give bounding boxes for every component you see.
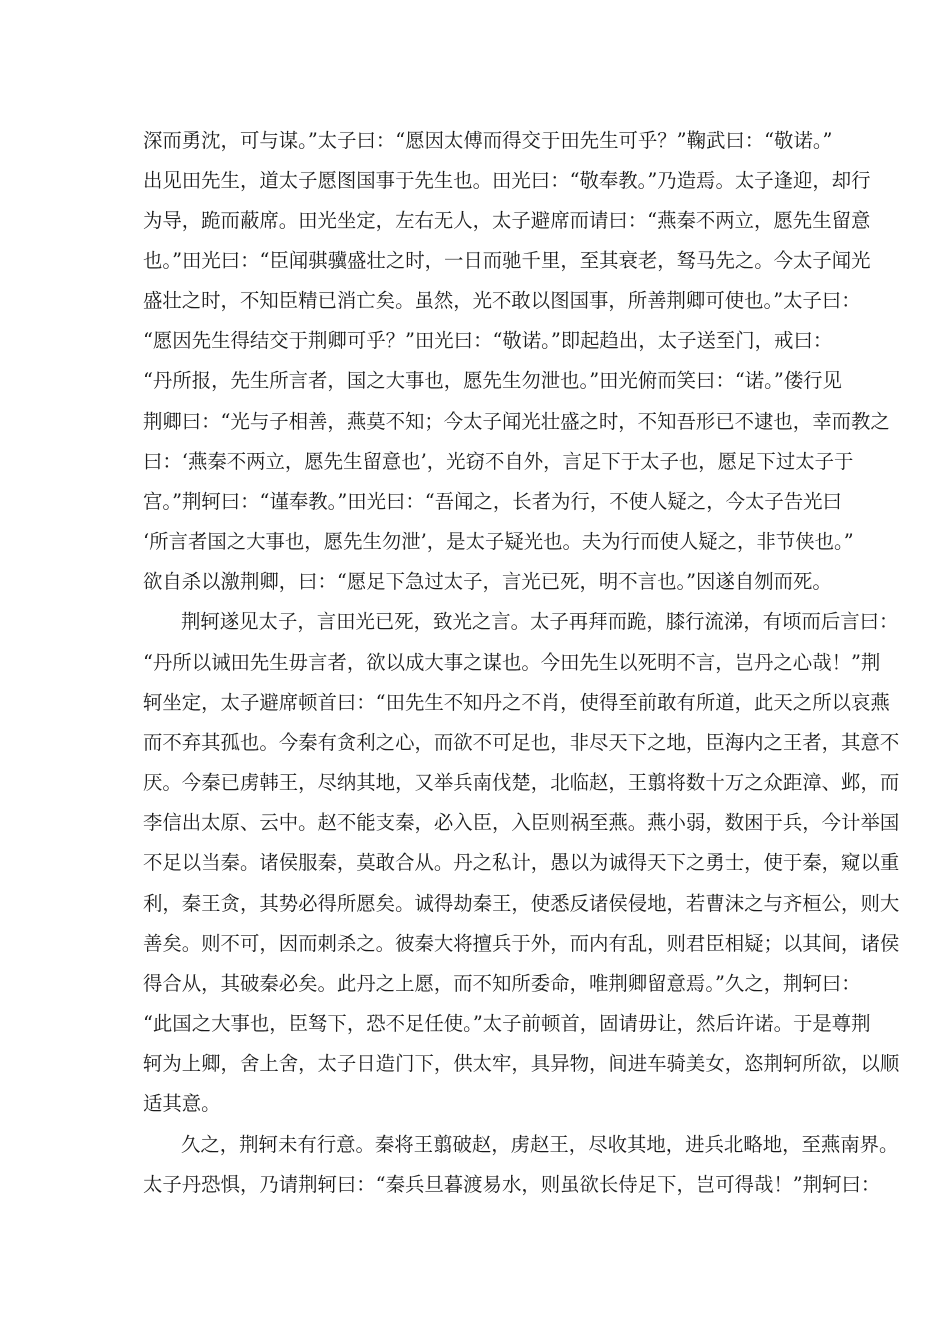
text-line: “丹所以诫田先生毋言者，欲以成大事之谋也。今田先生以死明不言，岂丹之心哉！”荆 <box>143 651 881 674</box>
text-line: 不足以当秦。诸侯服秦，莫敢合从。丹之私计，愚以为诚得天下之勇士，使于秦，窥以重 <box>143 851 900 874</box>
text-line: 太子丹恐惧，乃请荆轲曰：“秦兵旦暮渡易水，则虽欲长侍足下，岂可得哉！”荆轲曰： <box>143 1173 881 1196</box>
text-line: ‘所言者国之大事也，愿先生勿泄’，是太子疑光也。夫为行而使人疑之，非节侠也。” <box>143 530 854 553</box>
text-line: 适其意。 <box>143 1092 221 1115</box>
paragraph-first-line: 荆轲遂见太子，言田光已死，致光之言。太子再拜而跪，膝行流涕，有顷而后言曰： <box>181 610 899 633</box>
text-line: 而不弃其孤也。今秦有贪利之心，而欲不可足也，非尽天下之地，臣海内之王者，其意不 <box>143 731 900 754</box>
paragraph-first-line: 久之，荆轲未有行意。秦将王翦破赵，虏赵王，尽收其地，进兵北略地，至燕南界。 <box>181 1133 899 1156</box>
text-line: 宫。”荆轲曰：“谨奉教。”田光曰：“吾闻之，长者为行，不使人疑之，今太子告光曰 <box>143 490 842 513</box>
text-line: “此国之大事也，臣驽下，恐不足任使。”太子前顿首，固请毋让，然后许诺。于是尊荆 <box>143 1012 871 1035</box>
text-line: 李信出太原、云中。赵不能支秦，必入臣，入臣则祸至燕。燕小弱，数困于兵，今计举国 <box>143 811 900 834</box>
text-line: 深而勇沈，可与谋。”太子曰：“愿因太傅而得交于田先生可乎？”鞠武曰：“敬诺。” <box>143 129 833 152</box>
text-line: 得合从，其破秦必矣。此丹之上愿，而不知所委命，唯荆卿留意焉。”久之，荆轲曰： <box>143 972 861 995</box>
text-line: 出见田先生，道太子愿图国事于先生也。田光曰：“敬奉教。”乃造焉。太子逢迎，却行 <box>143 169 871 192</box>
text-line: “丹所报，先生所言者，国之大事也，愿先生勿泄也。”田光俯而笑曰：“诺。”偻行见 <box>143 369 842 392</box>
text-line: 厌。今秦已虏韩王，尽纳其地，又举兵南伐楚，北临赵，王翦将数十万之众距漳、邺，而 <box>143 771 900 794</box>
text-line: 善矣。则不可，因而刺杀之。彼秦大将擅兵于外，而内有乱，则君臣相疑；以其间，诸侯 <box>143 932 900 955</box>
text-line: 盛壮之时，不知臣精已消亡矣。虽然，光不敢以图国事，所善荆卿可使也。”太子曰： <box>143 289 861 312</box>
text-line: 轲坐定，太子避席顿首曰：“田先生不知丹之不肖，使得至前敢有所道，此天之所以哀燕 <box>143 691 890 714</box>
text-line: 曰：‘燕秦不两立，愿先生留意也’，光窃不自外，言足下于太子也，愿足下过太子于 <box>143 450 854 473</box>
text-line: “愿因先生得结交于荆卿可乎？”田光曰：“敬诺。”即起趋出，太子送至门，戒曰： <box>143 329 833 352</box>
text-line: 荆卿曰：“光与子相善，燕莫不知；今太子闻光壮盛之时，不知吾形已不逮也，幸而教之 <box>143 410 890 433</box>
text-line: 为导，跪而蔽席。田光坐定，左右无人，太子避席而请曰：“燕秦不两立，愿先生留意 <box>143 209 871 232</box>
text-line: 利，秦王贪，其势必得所愿矣。诚得劫秦王，使悉反诸侯侵地，若曹沫之与齐桓公，则大 <box>143 892 900 915</box>
text-line: 也。”田光曰：“臣闻骐骥盛壮之时，一日而驰千里，至其衰老，驽马先之。今太子闻光 <box>143 249 871 272</box>
text-line: 轲为上卿，舍上舍，太子日造门下，供太牢，具异物，间进车骑美女，恣荆轲所欲，以顺 <box>143 1052 900 1075</box>
text-line: 欲自杀以激荆卿，曰：“愿足下急过太子，言光已死，明不言也。”因遂自刎而死。 <box>143 570 832 593</box>
